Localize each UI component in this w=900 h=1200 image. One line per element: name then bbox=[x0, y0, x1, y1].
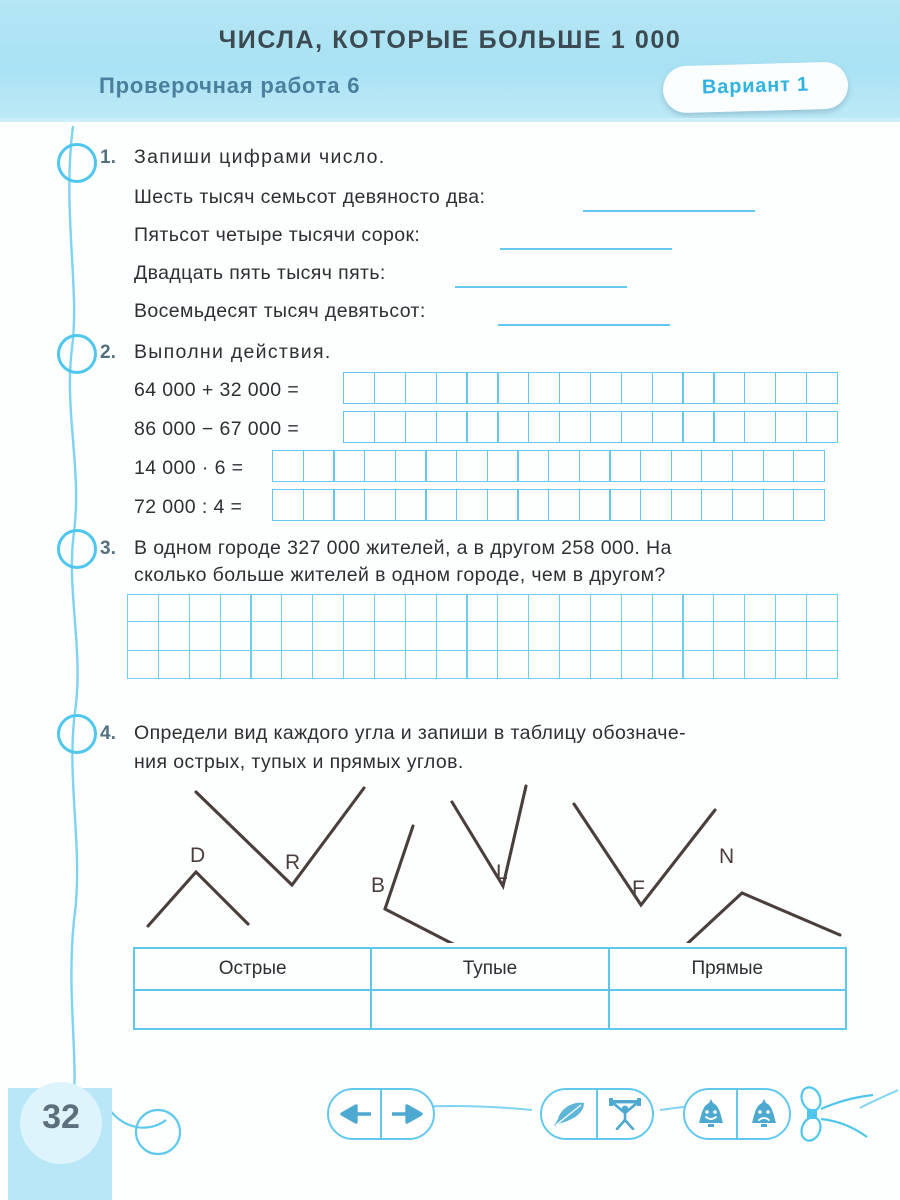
grid-cell[interactable] bbox=[652, 621, 684, 650]
grid-cell[interactable] bbox=[528, 650, 560, 679]
task-4-number: 4. bbox=[100, 723, 116, 744]
grid-cell[interactable] bbox=[621, 621, 653, 650]
arrow-right-icon[interactable] bbox=[380, 1090, 433, 1138]
grid-cell[interactable] bbox=[559, 621, 591, 650]
grid-cell[interactable] bbox=[158, 621, 190, 650]
grid-cell[interactable] bbox=[395, 450, 427, 482]
page-number: 32 bbox=[42, 1098, 80, 1136]
grid-cell[interactable] bbox=[732, 489, 764, 521]
table-answer-obtuse[interactable] bbox=[370, 991, 607, 1031]
grid-cell[interactable] bbox=[640, 450, 672, 482]
grid-cell[interactable] bbox=[456, 489, 488, 521]
bow-icon bbox=[795, 1085, 875, 1155]
table-header-right: Прямые bbox=[608, 949, 845, 989]
grid-cell[interactable] bbox=[250, 650, 282, 679]
grid-cell[interactable] bbox=[806, 411, 838, 443]
grid-cell[interactable] bbox=[652, 372, 684, 404]
task-2-prompt: Выполни действия. bbox=[134, 341, 332, 363]
grid-cell[interactable] bbox=[559, 411, 591, 443]
grid-cell[interactable] bbox=[806, 650, 838, 679]
grid-cell[interactable] bbox=[497, 650, 529, 679]
grid-cell[interactable] bbox=[528, 621, 560, 650]
task-1-line-3: Двадцать пять тысяч пять: bbox=[134, 262, 386, 284]
task-1-answer-blank-2[interactable] bbox=[500, 248, 672, 250]
grid-cell[interactable] bbox=[548, 450, 580, 482]
grid-cell[interactable] bbox=[713, 650, 745, 679]
table-answer-right[interactable] bbox=[608, 991, 845, 1031]
task-2-answer-grid-2[interactable] bbox=[343, 411, 838, 443]
grid-cell[interactable] bbox=[671, 450, 703, 482]
page-title: ЧИСЛА, КОТОРЫЕ БОЛЬШЕ 1 000 bbox=[218, 26, 682, 54]
grid-cell[interactable] bbox=[559, 594, 591, 622]
angle-label-D: D bbox=[190, 844, 206, 867]
grid-cell[interactable] bbox=[220, 621, 252, 650]
table-answer-acute[interactable] bbox=[135, 991, 370, 1031]
grid-cell[interactable] bbox=[343, 650, 375, 679]
grid-cell[interactable] bbox=[609, 489, 641, 521]
grid-cell[interactable] bbox=[343, 594, 375, 622]
grid-cell[interactable] bbox=[579, 489, 611, 521]
grid-cell[interactable] bbox=[559, 650, 591, 679]
grid-cell[interactable] bbox=[497, 372, 529, 404]
task-1-line-4: Восемьдесят тысяч девятьсот: bbox=[134, 300, 426, 322]
grid-cell[interactable] bbox=[793, 489, 825, 521]
grid-cell[interactable] bbox=[682, 594, 714, 622]
grid-cell[interactable] bbox=[744, 411, 776, 443]
grid-cell[interactable] bbox=[272, 489, 304, 521]
task-bullet-2 bbox=[57, 334, 97, 374]
grid-cell[interactable] bbox=[127, 650, 159, 679]
grid-cell[interactable] bbox=[671, 489, 703, 521]
grid-cell[interactable] bbox=[312, 594, 344, 622]
grid-row bbox=[127, 622, 838, 650]
task-1-answer-blank-3[interactable] bbox=[455, 286, 627, 288]
angle-R-shape bbox=[196, 788, 364, 885]
angle-N-shape bbox=[688, 893, 840, 943]
task-3-prompt-line-2: сколько больше жителей в одном городе, чем в другом? bbox=[134, 564, 666, 586]
grid-row bbox=[127, 651, 838, 679]
grid-cell[interactable] bbox=[343, 411, 375, 443]
grid-cell[interactable] bbox=[640, 489, 672, 521]
grid-cell[interactable] bbox=[528, 411, 560, 443]
grid-cell[interactable] bbox=[374, 650, 406, 679]
grid-cell[interactable] bbox=[405, 372, 437, 404]
grid-cell[interactable] bbox=[333, 450, 365, 482]
grid-cell[interactable] bbox=[436, 594, 468, 622]
grid-cell[interactable] bbox=[405, 621, 437, 650]
grid-cell[interactable] bbox=[497, 411, 529, 443]
weightlifter-icon[interactable] bbox=[596, 1090, 652, 1138]
grid-cell[interactable] bbox=[436, 411, 468, 443]
grid-cell[interactable] bbox=[609, 450, 641, 482]
grid-cell[interactable] bbox=[579, 450, 611, 482]
angle-D-shape bbox=[148, 872, 248, 926]
task-4-prompt-line-2: ния острых, тупых и прямых углов. bbox=[134, 751, 464, 773]
grid-cell[interactable] bbox=[517, 450, 549, 482]
task-3-work-grid[interactable] bbox=[127, 594, 838, 679]
page-header bbox=[0, 0, 900, 122]
grid-cell[interactable] bbox=[374, 372, 406, 404]
grid-cell[interactable] bbox=[466, 594, 498, 622]
task-bullet-3 bbox=[57, 529, 97, 569]
grid-cell[interactable] bbox=[652, 411, 684, 443]
grid-cell[interactable] bbox=[744, 594, 776, 622]
work-subtitle: Проверочная работа 6 bbox=[99, 73, 361, 98]
grid-cell[interactable] bbox=[713, 594, 745, 622]
grid-cell[interactable] bbox=[405, 594, 437, 622]
grid-cell[interactable] bbox=[466, 621, 498, 650]
grid-cell[interactable] bbox=[528, 372, 560, 404]
grid-cell[interactable] bbox=[732, 450, 764, 482]
angle-label-F: F bbox=[632, 877, 645, 900]
grid-cell[interactable] bbox=[744, 372, 776, 404]
grid-cell[interactable] bbox=[806, 372, 838, 404]
grid-cell[interactable] bbox=[590, 411, 622, 443]
mood-icons-pill[interactable] bbox=[683, 1088, 791, 1140]
task-1-answer-blank-1[interactable] bbox=[583, 210, 755, 212]
grid-cell[interactable] bbox=[590, 372, 622, 404]
grid-cell[interactable] bbox=[281, 594, 313, 622]
grid-cell[interactable] bbox=[158, 650, 190, 679]
grid-cell[interactable] bbox=[456, 450, 488, 482]
grid-cell[interactable] bbox=[405, 650, 437, 679]
grid-cell[interactable] bbox=[775, 621, 807, 650]
grid-cell[interactable] bbox=[127, 621, 159, 650]
task-2-answer-grid-3[interactable] bbox=[272, 450, 825, 482]
arrow-left-icon[interactable] bbox=[329, 1090, 380, 1138]
grid-cell[interactable] bbox=[405, 411, 437, 443]
grid-cell[interactable] bbox=[250, 594, 282, 622]
task-3-prompt-line-1: В одном городе 327 000 жителей, а в другом 258 000. На bbox=[134, 537, 672, 559]
grid-cell[interactable] bbox=[281, 621, 313, 650]
grid-cell[interactable] bbox=[189, 594, 221, 622]
variant-badge bbox=[662, 61, 848, 113]
grid-cell[interactable] bbox=[374, 621, 406, 650]
task-2-expression-2: 86 000 − 67 000 = bbox=[134, 418, 300, 440]
grid-cell[interactable] bbox=[466, 411, 498, 443]
activity-icons-pill[interactable] bbox=[540, 1088, 654, 1140]
grid-cell[interactable] bbox=[559, 372, 591, 404]
grid-cell[interactable] bbox=[763, 450, 795, 482]
grid-cell[interactable] bbox=[775, 650, 807, 679]
grid-cell[interactable] bbox=[652, 650, 684, 679]
grid-cell[interactable] bbox=[189, 650, 221, 679]
grid-cell[interactable] bbox=[487, 450, 519, 482]
grid-row bbox=[127, 594, 838, 622]
angle-label-R: R bbox=[285, 851, 301, 874]
grid-cell[interactable] bbox=[682, 621, 714, 650]
grid-cell[interactable] bbox=[713, 621, 745, 650]
grid-cell[interactable] bbox=[220, 650, 252, 679]
grid-cell[interactable] bbox=[528, 594, 560, 622]
grid-cell[interactable] bbox=[158, 594, 190, 622]
grid-cell[interactable] bbox=[590, 594, 622, 622]
grid-cell[interactable] bbox=[744, 621, 776, 650]
grid-cell[interactable] bbox=[682, 411, 714, 443]
grid-cell[interactable] bbox=[281, 650, 313, 679]
grid-cell[interactable] bbox=[127, 594, 159, 622]
grid-cell[interactable] bbox=[374, 411, 406, 443]
grid-cell[interactable] bbox=[220, 594, 252, 622]
grid-cell[interactable] bbox=[621, 650, 653, 679]
grid-cell[interactable] bbox=[189, 621, 221, 650]
grid-cell[interactable] bbox=[763, 489, 795, 521]
task-2-number: 2. bbox=[100, 342, 116, 363]
grid-cell[interactable] bbox=[303, 450, 335, 482]
grid-cell[interactable] bbox=[497, 594, 529, 622]
grid-cell[interactable] bbox=[312, 650, 344, 679]
angle-L-shape bbox=[452, 786, 526, 886]
table-answer-row[interactable] bbox=[135, 989, 845, 1031]
grid-cell[interactable] bbox=[775, 372, 807, 404]
grid-cell[interactable] bbox=[395, 489, 427, 521]
grid-cell[interactable] bbox=[590, 621, 622, 650]
navigation-arrows-pill[interactable] bbox=[327, 1088, 435, 1140]
grid-cell[interactable] bbox=[343, 621, 375, 650]
grid-cell[interactable] bbox=[487, 489, 519, 521]
task-2-expression-1: 64 000 + 32 000 = bbox=[134, 379, 300, 401]
grid-cell[interactable] bbox=[466, 372, 498, 404]
grid-cell[interactable] bbox=[364, 489, 396, 521]
grid-cell[interactable] bbox=[682, 650, 714, 679]
grid-cell[interactable] bbox=[590, 650, 622, 679]
grid-cell[interactable] bbox=[466, 650, 498, 679]
grid-cell[interactable] bbox=[272, 450, 304, 482]
variant-label: Вариант 1 bbox=[701, 73, 810, 99]
task-1-line-1: Шесть тысяч семьсот девяносто два: bbox=[134, 186, 486, 208]
grid-cell[interactable] bbox=[250, 621, 282, 650]
grid-cell[interactable] bbox=[333, 489, 365, 521]
grid-cell[interactable] bbox=[806, 594, 838, 622]
grid-cell[interactable] bbox=[652, 594, 684, 622]
grid-cell[interactable] bbox=[775, 411, 807, 443]
angle-label-L: L bbox=[496, 861, 508, 884]
angle-classification-table[interactable] bbox=[133, 947, 847, 1030]
grid-cell[interactable] bbox=[425, 450, 457, 482]
grid-cell[interactable] bbox=[793, 450, 825, 482]
task-4-prompt-line-1: Определи вид каждого угла и запиши в таблицу обозначе- bbox=[134, 722, 686, 744]
grid-cell[interactable] bbox=[621, 594, 653, 622]
task-2-answer-grid-4[interactable] bbox=[272, 489, 825, 521]
grid-cell[interactable] bbox=[425, 489, 457, 521]
task-1-answer-blank-4[interactable] bbox=[498, 324, 670, 326]
task-1-line-2: Пятьсот четыре тысячи сорок: bbox=[134, 224, 421, 246]
task-bullet-4 bbox=[57, 714, 97, 754]
angle-label-N: N bbox=[719, 845, 735, 868]
grid-cell[interactable] bbox=[517, 489, 549, 521]
table-header-acute: Острые bbox=[218, 957, 287, 979]
grid-cell[interactable] bbox=[621, 411, 653, 443]
angle-B-shape bbox=[385, 826, 453, 943]
grid-cell[interactable] bbox=[744, 650, 776, 679]
grid-cell[interactable] bbox=[312, 621, 344, 650]
grid-cell[interactable] bbox=[343, 372, 375, 404]
task-2-expression-3: 14 000 · 6 = bbox=[134, 457, 244, 479]
task-2-answer-grid-1[interactable] bbox=[343, 372, 838, 404]
task-1-number: 1. bbox=[100, 147, 116, 168]
task-2-expression-4: 72 000 : 4 = bbox=[134, 496, 243, 518]
sad-bell-icon[interactable] bbox=[736, 1090, 789, 1138]
grid-cell[interactable] bbox=[436, 621, 468, 650]
grid-cell[interactable] bbox=[364, 450, 396, 482]
grid-cell[interactable] bbox=[682, 372, 714, 404]
grid-cell[interactable] bbox=[497, 621, 529, 650]
grid-cell[interactable] bbox=[548, 489, 580, 521]
angle-label-B: B bbox=[371, 874, 386, 897]
grid-cell[interactable] bbox=[303, 489, 335, 521]
table-header-obtuse: Тупые bbox=[370, 949, 607, 989]
grid-cell[interactable] bbox=[713, 411, 745, 443]
task-3-number: 3. bbox=[100, 538, 116, 559]
grid-cell[interactable] bbox=[621, 372, 653, 404]
grid-cell[interactable] bbox=[701, 450, 733, 482]
grid-cell[interactable] bbox=[806, 621, 838, 650]
grid-cell[interactable] bbox=[436, 372, 468, 404]
task-bullet-1 bbox=[57, 143, 97, 183]
table-header-row bbox=[135, 949, 845, 989]
task-1-prompt: Запиши цифрами число. bbox=[134, 146, 386, 168]
grid-cell[interactable] bbox=[701, 489, 733, 521]
grid-cell[interactable] bbox=[713, 372, 745, 404]
grid-cell[interactable] bbox=[775, 594, 807, 622]
feather-icon[interactable] bbox=[542, 1090, 596, 1138]
grid-cell[interactable] bbox=[436, 650, 468, 679]
grid-cell[interactable] bbox=[374, 594, 406, 622]
happy-bell-icon[interactable] bbox=[685, 1090, 736, 1138]
